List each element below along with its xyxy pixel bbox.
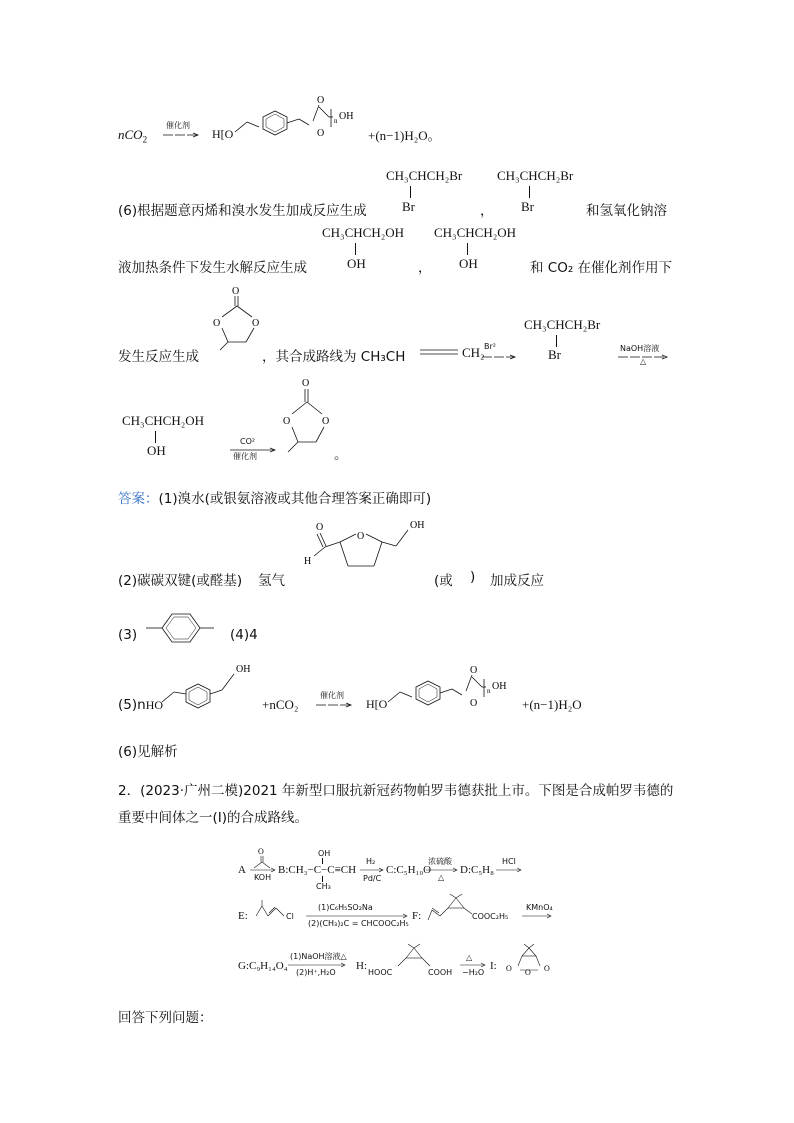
double-bond xyxy=(420,348,460,356)
question2-intro-1: 2．(2023·广州二模)2021 年新型口服抗新冠药物帕罗韦德获批上市。下图是合成帕罗韦德的 xyxy=(118,783,674,799)
cyclic-carbonate-structure-2 xyxy=(280,374,340,460)
bond-line xyxy=(410,186,411,198)
diol-oh-2: OH xyxy=(459,256,478,271)
polymer-structure xyxy=(233,95,353,145)
carbonate-o-left: O xyxy=(213,318,221,329)
answer-label: 答案： xyxy=(118,491,159,507)
reaction-arrow-5 xyxy=(316,702,356,708)
h2-label: H₂ xyxy=(366,857,376,866)
diol-benzene-structure xyxy=(160,660,270,710)
catalyst-label-2: 催化剂 xyxy=(233,452,257,461)
bond-line xyxy=(529,186,530,198)
hplus-reagent: (2)H⁺,H₂O xyxy=(296,968,336,977)
b-ch3: CH₃ xyxy=(316,882,331,891)
anhydride-i-structure xyxy=(502,944,556,978)
diol-formula-1: CH₃CHCH₂OH xyxy=(322,225,405,240)
catalyst-label: 催化剂 xyxy=(166,121,190,130)
br2-label: Br² xyxy=(484,342,496,351)
compound-e: E: xyxy=(238,910,248,922)
acetone-structure xyxy=(248,846,278,876)
answer-4: (4)4 xyxy=(230,627,258,643)
ester-o-label: O xyxy=(470,665,478,676)
ester-o2-label: O xyxy=(317,128,325,139)
nco2-text: nCO$_2$ xyxy=(118,127,148,145)
bond-line xyxy=(155,431,156,443)
h-left: HOOC xyxy=(368,968,393,977)
carbonate-o-right: O xyxy=(252,318,260,329)
para6-text-c: 液加热条件下发生水解反应生成 xyxy=(118,260,307,276)
water-tail: +(n−1)H₂O。 xyxy=(368,128,441,143)
polymer-structure-2 xyxy=(386,665,526,715)
diol-formula-2: CH₃CHCH₂OH xyxy=(434,225,517,240)
heat-2: △ xyxy=(466,953,473,962)
compound-i: I: xyxy=(490,960,497,972)
reagent-1a: (1)C₆H₅SO₂Na xyxy=(318,903,373,912)
comma: ， xyxy=(418,260,432,276)
para6-text-d: 和 CO₂ 在催化剂作用下 xyxy=(530,260,673,276)
ester-o-label: O xyxy=(317,95,325,106)
oh-label: OH xyxy=(339,111,354,122)
route-dibromide-br: Br xyxy=(548,347,561,362)
answer-5-tail: +(n−1)H₂O xyxy=(522,697,582,712)
compound-g: G:C₉H₁₄O₄ xyxy=(238,960,288,972)
answer-2: (2)碳碳双键(或醛基) xyxy=(118,573,243,589)
arrow-hcl xyxy=(496,867,524,873)
hcl-label: HCl xyxy=(502,857,516,866)
answer-5-plus: +nCO₂ xyxy=(262,697,299,712)
route-dibromide: CH₃CHCH₂Br xyxy=(524,317,601,332)
compound-f: F: xyxy=(412,910,422,922)
bond-line xyxy=(355,243,356,255)
svg-text:O: O xyxy=(258,847,264,856)
h-right: COOH xyxy=(428,968,453,977)
dibromide-br-1: Br xyxy=(402,199,415,214)
compound-c: C:C₅H₁₀O xyxy=(386,864,432,876)
para6-text-f: ，其合成路线为 CH₃CH xyxy=(262,349,406,365)
pdc-label: Pd/C xyxy=(363,874,382,883)
i-o3: O xyxy=(544,964,550,973)
polymer-head: H[O xyxy=(212,127,234,141)
aldehyde-h: H xyxy=(304,556,312,567)
h2so4-label: 浓硫酸 xyxy=(428,857,452,866)
furan-structure xyxy=(296,520,446,590)
comma: ， xyxy=(480,203,494,219)
heat-1: △ xyxy=(438,873,445,882)
i-o1: O xyxy=(525,968,531,977)
bond-line xyxy=(322,858,323,864)
answer-6: (6)见解析 xyxy=(118,744,178,760)
period: 。 xyxy=(334,447,348,463)
cl-label: Cl xyxy=(286,912,294,921)
koh-label: KOH xyxy=(254,873,272,882)
ester-o2-label: O xyxy=(470,698,478,709)
carbonate-o-top: O xyxy=(232,286,240,297)
arrow-h2 xyxy=(360,867,386,873)
answer-2-reagent: 氢气 xyxy=(258,573,285,589)
answer-3: (3) xyxy=(118,627,138,643)
reaction-arrow-br2 xyxy=(482,354,518,360)
f-ester: COOC₂H₅ xyxy=(472,912,509,921)
reagent-1b: (2)(CH₃)₂C = CHCOOC₂H₅ xyxy=(308,919,409,928)
para6-text-e: 发生反应生成 xyxy=(118,349,199,365)
carbonate-o-left: O xyxy=(283,416,291,427)
compound-b: B:CH₃−C−C≡CH xyxy=(278,864,357,876)
kmno4-label: KMnO₄ xyxy=(526,903,553,912)
furan-oh: OH xyxy=(410,520,425,531)
heat-symbol: △ xyxy=(640,357,647,366)
reaction-arrow-naoh xyxy=(618,354,670,360)
minus-h2o: −H₂O xyxy=(462,968,485,977)
para6-text-a: (6)根据题意丙烯和溴水发生加成反应生成 xyxy=(118,203,367,219)
cyclopropane-f-structure xyxy=(426,894,486,926)
ring-o: O xyxy=(357,531,365,542)
i-o2: O xyxy=(506,964,512,973)
oh-label: OH xyxy=(492,681,507,692)
bond-line xyxy=(556,335,557,347)
diol-oh-1: OH xyxy=(347,256,366,271)
dibromide-br-2: Br xyxy=(521,199,534,214)
compound-d: D:C₅H₈ xyxy=(460,864,494,876)
bond-line xyxy=(467,243,468,255)
carbonate-o-top: O xyxy=(302,378,310,389)
naoh-label: NaOH溶液 xyxy=(620,344,660,353)
n-subscript: n xyxy=(334,117,338,125)
question2-intro-2: 重要中间体之一(Ⅰ)的合成路线。 xyxy=(118,810,309,826)
answer-2-close: ) xyxy=(470,569,476,585)
a5-oh: OH xyxy=(236,664,251,675)
route-diol-oh: OH xyxy=(147,443,166,458)
aldehyde-o: O xyxy=(316,522,324,533)
compound-a: A xyxy=(238,864,246,876)
naoh-reagent: (1)NaOH溶液△ xyxy=(290,952,347,961)
ch2-text: CH₂ xyxy=(462,345,485,360)
answer-5-prefix: (5)nHO xyxy=(118,697,164,713)
polymer-head-2: H[O xyxy=(366,697,388,711)
catalyst-label-3: 催化剂 xyxy=(320,691,344,700)
answer-2-or: (或 xyxy=(434,573,453,589)
answer-line-1: 答案：(1)溴水(或银氨溶液或其他合理答案正确即可) xyxy=(118,491,432,507)
question2-prompt: 回答下列问题： xyxy=(118,1010,213,1026)
co2-label: CO² xyxy=(240,437,256,446)
carbonate-o-right: O xyxy=(322,416,330,427)
compound-h: H: xyxy=(356,960,367,972)
answer-2-type: 加成反应 xyxy=(490,573,544,589)
dibromide-formula-1: CH₃CHCH₂Br xyxy=(386,168,463,183)
arrow-kmno4 xyxy=(522,913,554,919)
cyclic-carbonate-structure xyxy=(210,284,270,354)
n-subscript: n xyxy=(487,687,491,695)
p-xylene-structure xyxy=(146,610,216,646)
dibromide-formula-2: CH₃CHCH₂Br xyxy=(497,168,574,183)
reaction-arrow xyxy=(163,132,203,138)
para6-text-b: 和氢氧化钠溶 xyxy=(586,203,667,219)
b-oh: OH xyxy=(318,849,331,858)
route-diol: CH₃CHCH₂OH xyxy=(122,413,205,428)
